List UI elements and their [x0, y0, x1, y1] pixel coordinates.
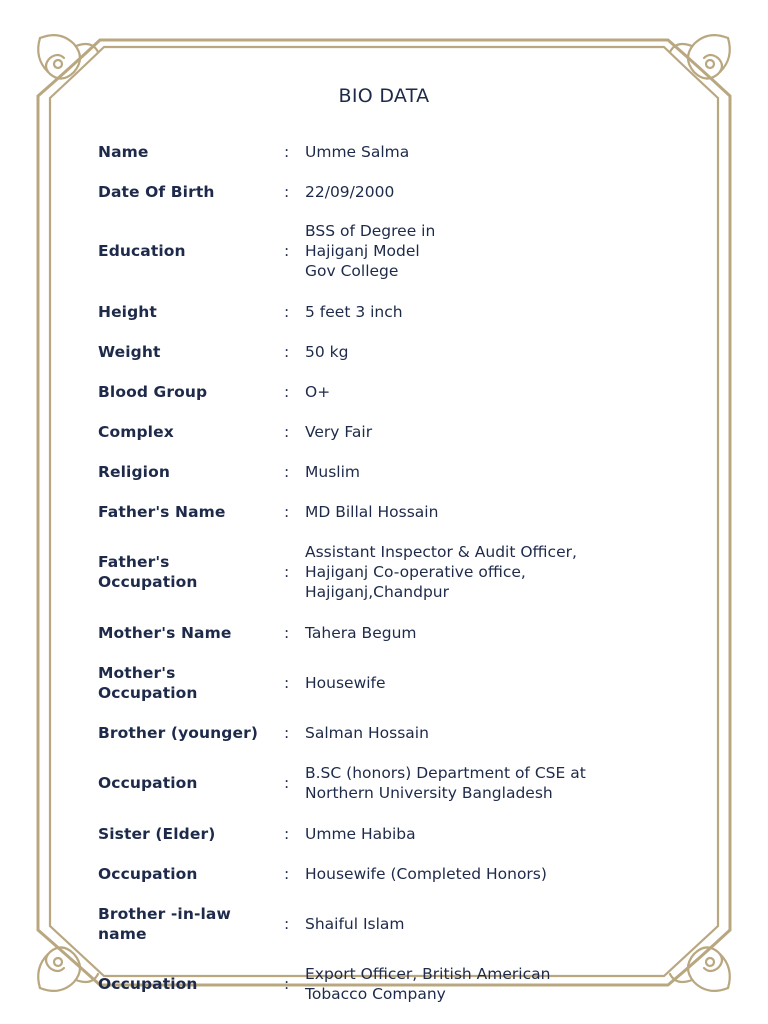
- field-value: Umme Habiba: [305, 825, 416, 843]
- field-separator: :: [284, 383, 290, 401]
- field-row-education: [98, 221, 658, 281]
- field-separator: :: [284, 724, 290, 742]
- field-label: Name: [98, 143, 149, 161]
- field-row-brother-in-law-occupation: [98, 964, 658, 1004]
- field-row-fathers-name: [98, 502, 658, 522]
- field-separator: :: [284, 463, 290, 481]
- field-value: 5 feet 3 inch: [305, 303, 403, 321]
- field-value: Housewife: [305, 674, 386, 692]
- field-value: Muslim: [305, 463, 360, 481]
- field-separator: :: [284, 242, 290, 260]
- field-separator: :: [284, 503, 290, 521]
- field-row-sister-occupation: [98, 864, 658, 884]
- field-row-weight: [98, 342, 658, 362]
- field-label: Mother's Occupation: [98, 664, 198, 702]
- document-title: BIO DATA: [338, 85, 430, 107]
- field-row-mothers-name: [98, 623, 658, 643]
- field-value: 50 kg: [305, 343, 349, 361]
- field-row-mothers-occupation: [98, 663, 658, 703]
- field-label: Date Of Birth: [98, 183, 215, 201]
- field-row-complex: [98, 422, 658, 442]
- field-value: O+: [305, 383, 331, 401]
- field-separator: :: [284, 343, 290, 361]
- field-row-brother-younger: [98, 723, 658, 743]
- field-value: Shaiful Islam: [305, 915, 405, 933]
- field-label: Brother -in-law name: [98, 905, 231, 943]
- field-value: Salman Hossain: [305, 724, 429, 742]
- field-separator: :: [284, 303, 290, 321]
- field-value: Tahera Begum: [305, 624, 417, 642]
- field-separator: :: [284, 624, 290, 642]
- field-separator: :: [284, 915, 290, 933]
- field-separator: :: [284, 143, 290, 161]
- field-row-brother-occupation: [98, 763, 658, 803]
- field-label: Brother (younger): [98, 724, 259, 742]
- field-row-name: [98, 142, 658, 162]
- field-separator: :: [284, 865, 290, 883]
- field-row-blood-group: [98, 382, 658, 402]
- field-separator: :: [284, 774, 290, 792]
- field-label: Mother's Name: [98, 624, 232, 642]
- field-separator: :: [284, 563, 290, 581]
- field-row-fathers-occupation: [98, 542, 658, 602]
- field-row-religion: [98, 462, 658, 482]
- field-label: Father's Name: [98, 503, 226, 521]
- field-label: Occupation: [98, 774, 198, 792]
- field-separator: :: [284, 975, 290, 993]
- field-row-brother-in-law-name: [98, 904, 658, 944]
- field-label: Weight: [98, 343, 161, 361]
- field-label: Occupation: [98, 975, 198, 993]
- field-separator: :: [284, 674, 290, 692]
- field-row-sister-elder: [98, 824, 658, 844]
- field-label: Religion: [98, 463, 170, 481]
- field-separator: :: [284, 183, 290, 201]
- field-row-date-of-birth: [98, 182, 658, 202]
- field-value: BSS of Degree in Hajiganj Model Gov College: [305, 222, 436, 280]
- field-value: B.SC (honors) Department of CSE at Northern University Bangladesh: [305, 764, 586, 802]
- field-separator: :: [284, 825, 290, 843]
- field-value: Export Officer, British American Tobacco Company: [305, 965, 551, 1003]
- field-row-height: [98, 302, 658, 322]
- field-label: Sister (Elder): [98, 825, 216, 843]
- field-value: Housewife (Completed Honors): [305, 865, 547, 883]
- field-value: MD Billal Hossain: [305, 503, 439, 521]
- field-value: Very Fair: [305, 423, 373, 441]
- field-label: Height: [98, 303, 157, 321]
- field-label: Blood Group: [98, 383, 208, 401]
- field-label: Complex: [98, 423, 174, 441]
- field-separator: :: [284, 423, 290, 441]
- field-label: Occupation: [98, 865, 198, 883]
- field-value: 22/09/2000: [305, 183, 395, 201]
- field-label: Father's Occupation: [98, 553, 198, 591]
- field-value: Assistant Inspector & Audit Officer, Hajiganj Co-operative office, Hajiganj,Chandpur: [305, 543, 577, 601]
- field-value: Umme Salma: [305, 143, 410, 161]
- field-label: Education: [98, 242, 186, 260]
